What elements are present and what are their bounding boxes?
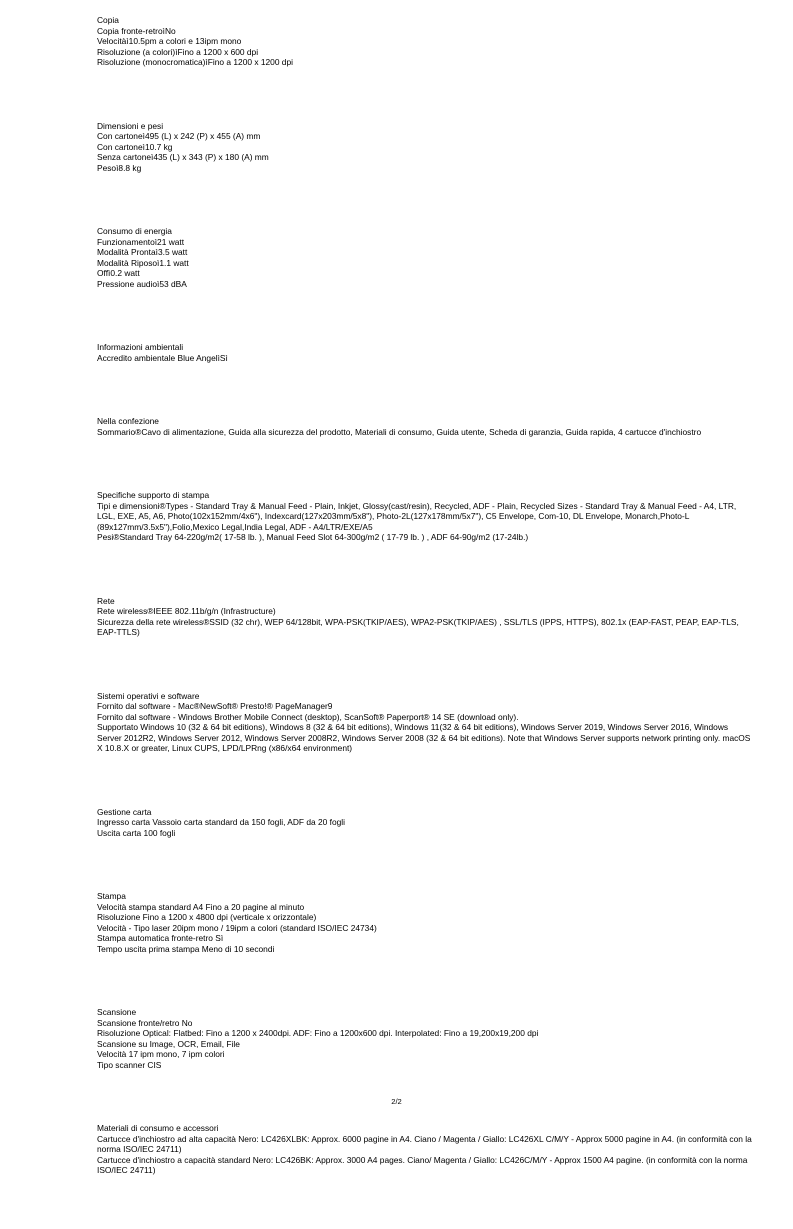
section-title: Sistemi operativi e software <box>97 690 200 701</box>
spec-line: Uscita carta 100 fogli <box>97 827 176 838</box>
spec-line: Risoluzione Fino a 1200 x 4800 dpi (verticale x orizzontale) <box>97 912 317 922</box>
spec-section <box>97 226 752 289</box>
spec-line: Tempo uscita prima stampa Meno di 10 secondi <box>97 943 275 954</box>
spec-section <box>97 596 752 638</box>
spec-line: Cartucce d'inchiostro a capacità standard Nero: LC426BK: Approx. 3000 A4 pages. Ciano/ Magenta / Giallo: LC426C/M/Y - Approx 1500 A4 pagine. (in conformità con la norma ISO/IEC 24711) <box>97 1154 748 1175</box>
section-title: Informazioni ambientali <box>97 342 184 352</box>
spec-line: Supportato Windows 10 (32 & 64 bit editions), Windows 8 (32 & 64 bit editions), Windows 11(32 & 64 bit editions), Windows Server 2019, Windows Server 2016, Windows Server 2012R2, Windows Server 2012, Windows Server 2008R2, Windows Server 2008 (32 & 64 bit editions). Note that Windows Server supports network printing only. macOS X 10.8.X or greater, Linux CUPS, LPD/LPRng (x86/x64 environment) <box>97 722 751 753</box>
spec-section <box>97 121 752 174</box>
spec-line: Velocità stampa standard A4 Fino a 20 pagine al minuto <box>97 901 305 912</box>
spec-line: Velocitàì10.5pm a colori e 13ipm mono <box>97 36 242 46</box>
spec-section <box>97 691 752 754</box>
spec-section <box>97 1007 752 1070</box>
section-title: Rete <box>97 595 115 606</box>
spec-section <box>97 807 752 839</box>
spec-line: Con cartoneì10.7 kg <box>97 141 173 152</box>
spec-line: Risoluzione (monocromatica)ìFino a 1200 x 1200 dpi <box>97 57 293 67</box>
spec-line: Ingresso carta Vassoio carta standard da 150 fogli, ADF da 20 fogli <box>97 817 345 827</box>
spec-line: Pesoì8.8 kg <box>97 162 142 173</box>
spec-line: Scansione su Image, OCR, Email, File <box>97 1038 240 1049</box>
spec-line: Copia fronte-retroìNo <box>97 25 176 36</box>
spec-line: Rete wireless®IEEE 802.11b/g/n (Infrastructure) <box>97 606 276 616</box>
spec-section <box>97 490 752 543</box>
section-title: Scansione <box>97 1007 137 1017</box>
spec-line: Offì0.2 watt <box>97 268 140 278</box>
spec-line: Stampa automatica fronte-retro Sì <box>97 933 224 943</box>
spec-section <box>97 1123 752 1176</box>
section-title: Copia <box>97 15 119 25</box>
spec-content <box>97 15 752 1229</box>
spec-section <box>97 15 752 68</box>
section-title: Nella confezione <box>97 416 159 426</box>
spec-section <box>97 891 752 954</box>
spec-line: Funzionamentoì21 watt <box>97 236 185 247</box>
spec-line: Senza cartoneì435 (L) x 343 (P) x 180 (A) mm <box>97 152 269 162</box>
spec-line: Modalità Riposoì1.1 watt <box>97 257 189 268</box>
section-title: Gestione carta <box>97 806 152 817</box>
spec-line: Fornito dal software - Windows Brother Mobile Connect (desktop), ScanSoft® Paperport® 14 SE (download only). <box>97 711 519 722</box>
spec-line: Sommario®Cavo di alimentazione, Guida alla sicurezza del prodotto, Materiali di consumo, Guida utente, Scheda di garanzia, Guida rapida, 4 cartucce d'inchiostro <box>97 426 702 437</box>
spec-line: Con cartoneì495 (L) x 242 (P) x 455 (A) mm <box>97 131 261 141</box>
spec-line: Scansione fronte/retro No <box>97 1017 193 1028</box>
spec-line: Cartucce d'inchiostro ad alta capacità Nero: LC426XLBK: Approx. 6000 pagine in A4. Ciano / Magenta / Giallo: LC426XL C/M/Y - Approx 5000 pagine in A4. (in conformità con la norma ISO/IEC 24711) <box>97 1133 752 1154</box>
spec-section <box>97 342 752 363</box>
spec-line: Tipi e dimensioni®Types - Standard Tray & Manual Feed - Plain, Inkjet, Glossy(cast/resin), Recycled, ADF - Plain, Recycled Sizes - Standard Tray & Manual Feed - A4, LTR, LGL, EXE, A5, A6, Photo(102x152mm/4x6"), Indexcard(127x203mm/5x8"), Photo-2L(127x178mm/5x7"), C5 Envelope, Com-10, DL Envelope, Monarch,Photo-L (89x127mm/3.5x5"),Folio,Mexico Legal,India Legal, ADF - A4/LTR/EXE/A5 <box>97 500 737 532</box>
spec-section <box>97 416 752 437</box>
spec-line: Risoluzione (a colori)ìFino a 1200 x 600 dpi <box>97 46 259 57</box>
spec-line: Modalità Prontaì3.5 watt <box>97 247 188 257</box>
spec-line: Fornito dal software - Mac®NewSoft® Presto!® PageManager9 <box>97 701 333 711</box>
spec-line: Risoluzione Optical: Flatbed: Fino a 1200 x 2400dpi. ADF: Fino a 1200x600 dpi. Interpolated: Fino a 19,200x19,200 dpi <box>97 1028 539 1038</box>
spec-line: Pesi®Standard Tray 64-220g/m2( 17-58 lb. ), Manual Feed Slot 64-300g/m2 ( 17-79 lb. ) , ADF 64-90g/m2 (17-24lb.) <box>97 532 529 542</box>
spec-line: Pressione audioì53 dBA <box>97 278 187 289</box>
section-title: Specifiche supporto di stampa <box>97 490 210 500</box>
spec-line: Accredito ambientale Blue AngelìSì <box>97 352 228 363</box>
section-title: Materiali di consumo e accessori <box>97 1123 219 1133</box>
section-title: Dimensioni e pesi <box>97 120 164 131</box>
section-title: Consumo di energia <box>97 226 172 236</box>
spec-line: Tipo scanner CIS <box>97 1059 162 1070</box>
section-title: Stampa <box>97 891 126 901</box>
spec-line: Velocità 17 ipm mono, 7 ipm colori <box>97 1049 225 1059</box>
spec-line: Sicurezza della rete wireless®SSID (32 chr), WEP 64/128bit, WPA-PSK(TKIP/AES), WPA2-PSK(TKIP/AES) , SSL/TLS (IPPS, HTTPS), 802.1x (EAP-FAST, PEAP, EAP-TLS, EAP-TTLS) <box>97 616 739 637</box>
page-number: 2/2 <box>391 1097 402 1106</box>
spec-line: Velocità - Tipo laser 20ipm mono / 19ipm a colori (standard ISO/IEC 24734) <box>97 922 377 933</box>
